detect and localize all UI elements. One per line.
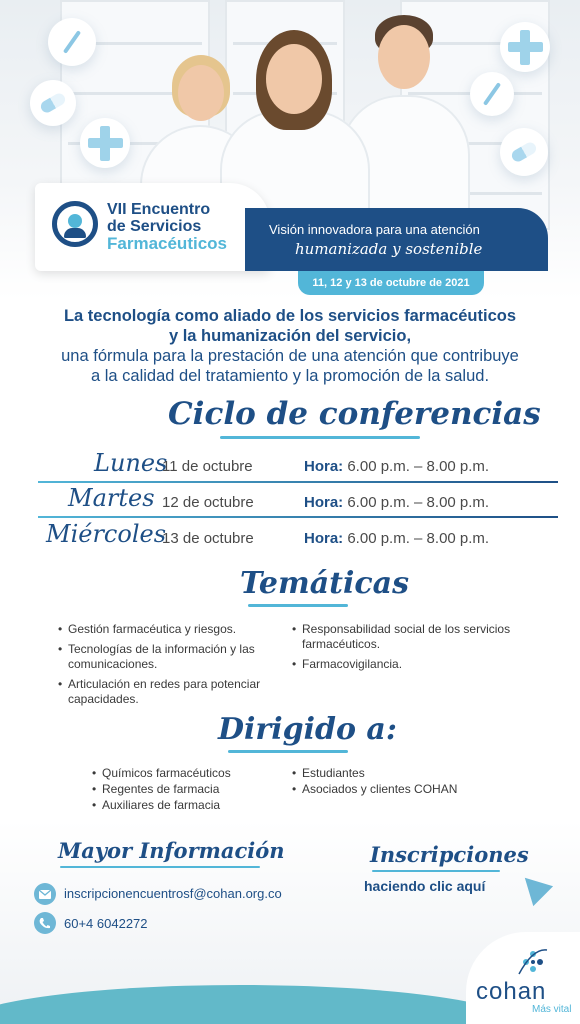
brand-tagline: Más vital bbox=[532, 1004, 572, 1015]
heading-underline bbox=[372, 870, 500, 872]
medical-cross-icon bbox=[500, 22, 550, 72]
topics-heading: Temáticas bbox=[240, 566, 409, 601]
topics-list-left bbox=[58, 622, 283, 712]
intro-bold-line2: y la humanización del servicio, bbox=[168, 327, 412, 345]
intro-line4: a la calidad del tratamiento y la promoción de la salud. bbox=[90, 367, 490, 385]
phone-icon bbox=[34, 912, 56, 934]
schedule-date-monday: 11 de octubre bbox=[162, 458, 253, 475]
pill-icon bbox=[30, 80, 76, 126]
schedule-day-wednesday: Miércoles bbox=[46, 520, 167, 548]
heading-underline bbox=[228, 750, 348, 753]
event-title-line3: Farmacéuticos bbox=[107, 234, 227, 253]
heading-underline bbox=[60, 866, 260, 868]
pill-icon bbox=[500, 128, 548, 176]
list-item: • Auxiliares de farmacia bbox=[92, 798, 282, 813]
list-item: • Tecnologías de la información y las comunicaciones. bbox=[58, 642, 283, 672]
list-item: • Farmacovigilancia. bbox=[292, 657, 532, 672]
intro-bold-line1: La tecnología como aliado de los servicios farmacéuticos bbox=[63, 307, 517, 325]
vision-line2: humanizada y sostenible bbox=[295, 240, 483, 258]
schedule-day-monday: Lunes bbox=[94, 449, 168, 477]
signup-link[interactable]: haciendo clic aquí bbox=[364, 878, 486, 894]
list-item: • Químicos farmacéuticos bbox=[92, 766, 282, 781]
audience-list-left bbox=[92, 766, 282, 814]
audience-heading: Dirigido a: bbox=[218, 712, 397, 747]
schedule-time-wednesday: Hora: 6.00 p.m. – 8.00 p.m. bbox=[304, 530, 490, 547]
event-dates: 11, 12 y 13 de octubre de 2021 bbox=[298, 271, 484, 295]
medical-cross-icon bbox=[80, 118, 130, 168]
list-item: • Asociados y clientes COHAN bbox=[292, 782, 492, 797]
list-item: • Regentes de farmacia bbox=[92, 782, 282, 797]
event-title-badge bbox=[35, 183, 270, 271]
schedule-divider bbox=[38, 516, 558, 518]
email-link[interactable]: inscripcionencuentrosf@cohan.org.co bbox=[64, 886, 282, 901]
schedule-time-tuesday: Hora: 6.00 p.m. – 8.00 p.m. bbox=[304, 494, 490, 511]
syringe-icon bbox=[48, 18, 96, 66]
brand-name: cohan bbox=[476, 978, 547, 1005]
schedule-divider bbox=[38, 481, 558, 483]
event-logo-icon bbox=[52, 201, 98, 247]
heading-underline bbox=[220, 436, 420, 439]
schedule-date-wednesday: 13 de octubre bbox=[162, 530, 254, 547]
event-title-line2: de Servicios bbox=[107, 218, 202, 235]
vision-banner bbox=[245, 208, 548, 271]
schedule-date-tuesday: 12 de octubre bbox=[162, 494, 254, 511]
event-title-line1: VII Encuentro bbox=[107, 201, 211, 218]
intro-text bbox=[20, 306, 560, 386]
schedule-time-monday: Hora: 6.00 p.m. – 8.00 p.m. bbox=[304, 458, 490, 475]
intro-line3: una fórmula para la prestación de una atención que contribuye bbox=[61, 347, 519, 365]
info-heading: Mayor Información bbox=[58, 838, 285, 863]
heading-underline bbox=[248, 604, 348, 607]
list-item: • Articulación en redes para potenciar capacidades. bbox=[58, 677, 283, 707]
audience-list-right bbox=[292, 766, 492, 798]
cohan-logo-icon bbox=[515, 944, 551, 980]
schedule-heading: Ciclo de conferencias bbox=[168, 396, 541, 432]
list-item: • Estudiantes bbox=[292, 766, 492, 781]
list-item: • Responsabilidad social de los servicios farmacéuticos. bbox=[292, 622, 532, 652]
signup-heading: Inscripciones bbox=[370, 842, 529, 867]
list-item: • Gestión farmacéutica y riesgos. bbox=[58, 622, 283, 637]
email-icon bbox=[34, 883, 56, 905]
topics-list-right bbox=[292, 622, 532, 677]
schedule-day-tuesday: Martes bbox=[68, 484, 155, 512]
syringe-icon bbox=[470, 72, 514, 116]
phone-number: 60+4 6042272 bbox=[64, 916, 148, 931]
vision-line1: Visión innovadora para una atención bbox=[269, 222, 480, 237]
